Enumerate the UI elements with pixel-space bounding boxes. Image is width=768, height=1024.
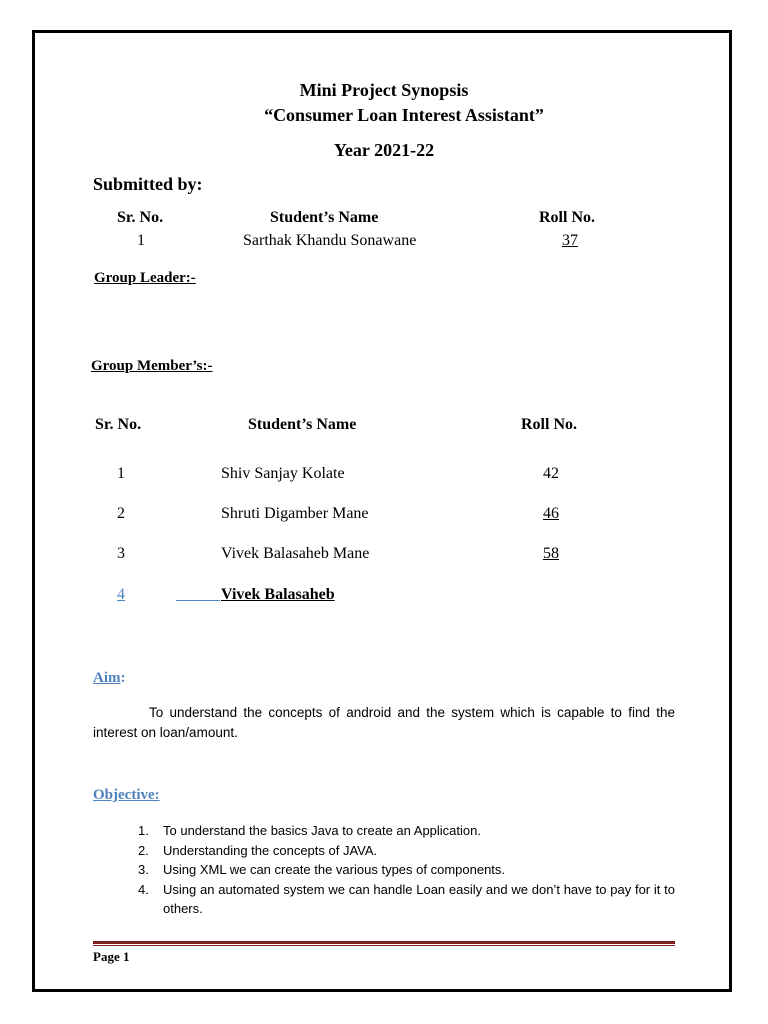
table-cell-roll: 42	[543, 465, 559, 482]
table-cell-roll: 37	[562, 232, 578, 249]
academic-year: Year 2021-22	[333, 140, 435, 160]
table-cell-sr: 2	[117, 505, 125, 522]
table-cell-sr: 1	[117, 465, 125, 482]
table-cell-roll: 58	[543, 545, 559, 562]
blank-underline	[176, 586, 220, 606]
objective-list	[138, 821, 675, 919]
aim-text: To understand the concepts of android and the system which is capable to find the interest on loan/amount.	[93, 705, 675, 740]
footer-rule-thin	[93, 945, 675, 946]
list-text: Understanding the concepts of JAVA.	[163, 842, 378, 858]
table-cell-roll: 46	[543, 505, 559, 522]
list-item	[138, 860, 675, 880]
list-number: 3.	[138, 862, 149, 877]
project-name: “Consumer Loan Interest Assistant”	[264, 105, 544, 125]
document-title: Mini Project Synopsis	[299, 80, 469, 100]
table-cell-sr: 4	[117, 586, 125, 603]
column-header-sr-no: Sr. No.	[95, 416, 142, 433]
list-number: 2.	[138, 842, 149, 858]
table-cell-name: Vivek Balasaheb	[221, 586, 335, 603]
column-header-roll-no: Roll No.	[539, 209, 595, 226]
group-members-label: Group Member’s:-	[91, 358, 213, 374]
list-number: 1.	[138, 823, 149, 838]
table-cell-name: Shiv Sanjay Kolate	[221, 465, 345, 482]
column-header-student-name: Student’s Name	[270, 209, 379, 226]
list-text: To understand the basics Java to create an Application.	[163, 823, 481, 838]
table-cell-sr: 3	[117, 545, 125, 562]
column-header-sr-no: Sr. No.	[117, 209, 164, 226]
aim-label: Aim	[93, 670, 121, 686]
list-item	[138, 880, 675, 919]
page-number: Page 1	[93, 949, 130, 964]
table-cell-name: Shruti Digamber Mane	[221, 505, 369, 522]
table-cell-name: Sarthak Khandu Sonawane	[243, 232, 417, 249]
column-header-roll-no: Roll No.	[521, 416, 577, 433]
list-text: Using XML we can create the various types of components.	[163, 862, 506, 877]
list-number: 4.	[138, 881, 149, 897]
table-cell-sr: 1	[137, 232, 145, 249]
group-leader-label: Group Leader:-	[94, 270, 196, 286]
table-cell-name: Vivek Balasaheb Mane	[221, 545, 370, 562]
aim-heading	[93, 670, 126, 687]
column-header-student-name: Student’s Name	[248, 416, 357, 433]
aim-colon: :	[120, 670, 126, 686]
list-item	[138, 841, 675, 861]
list-item	[138, 821, 675, 841]
footer-rule	[93, 941, 675, 944]
list-text: Using an automated system we can handle Loan easily and we don’t have to pay for it to others.	[163, 881, 675, 916]
submitted-by-label: Submitted by:	[93, 174, 203, 194]
objective-heading: Objective:	[93, 787, 160, 803]
